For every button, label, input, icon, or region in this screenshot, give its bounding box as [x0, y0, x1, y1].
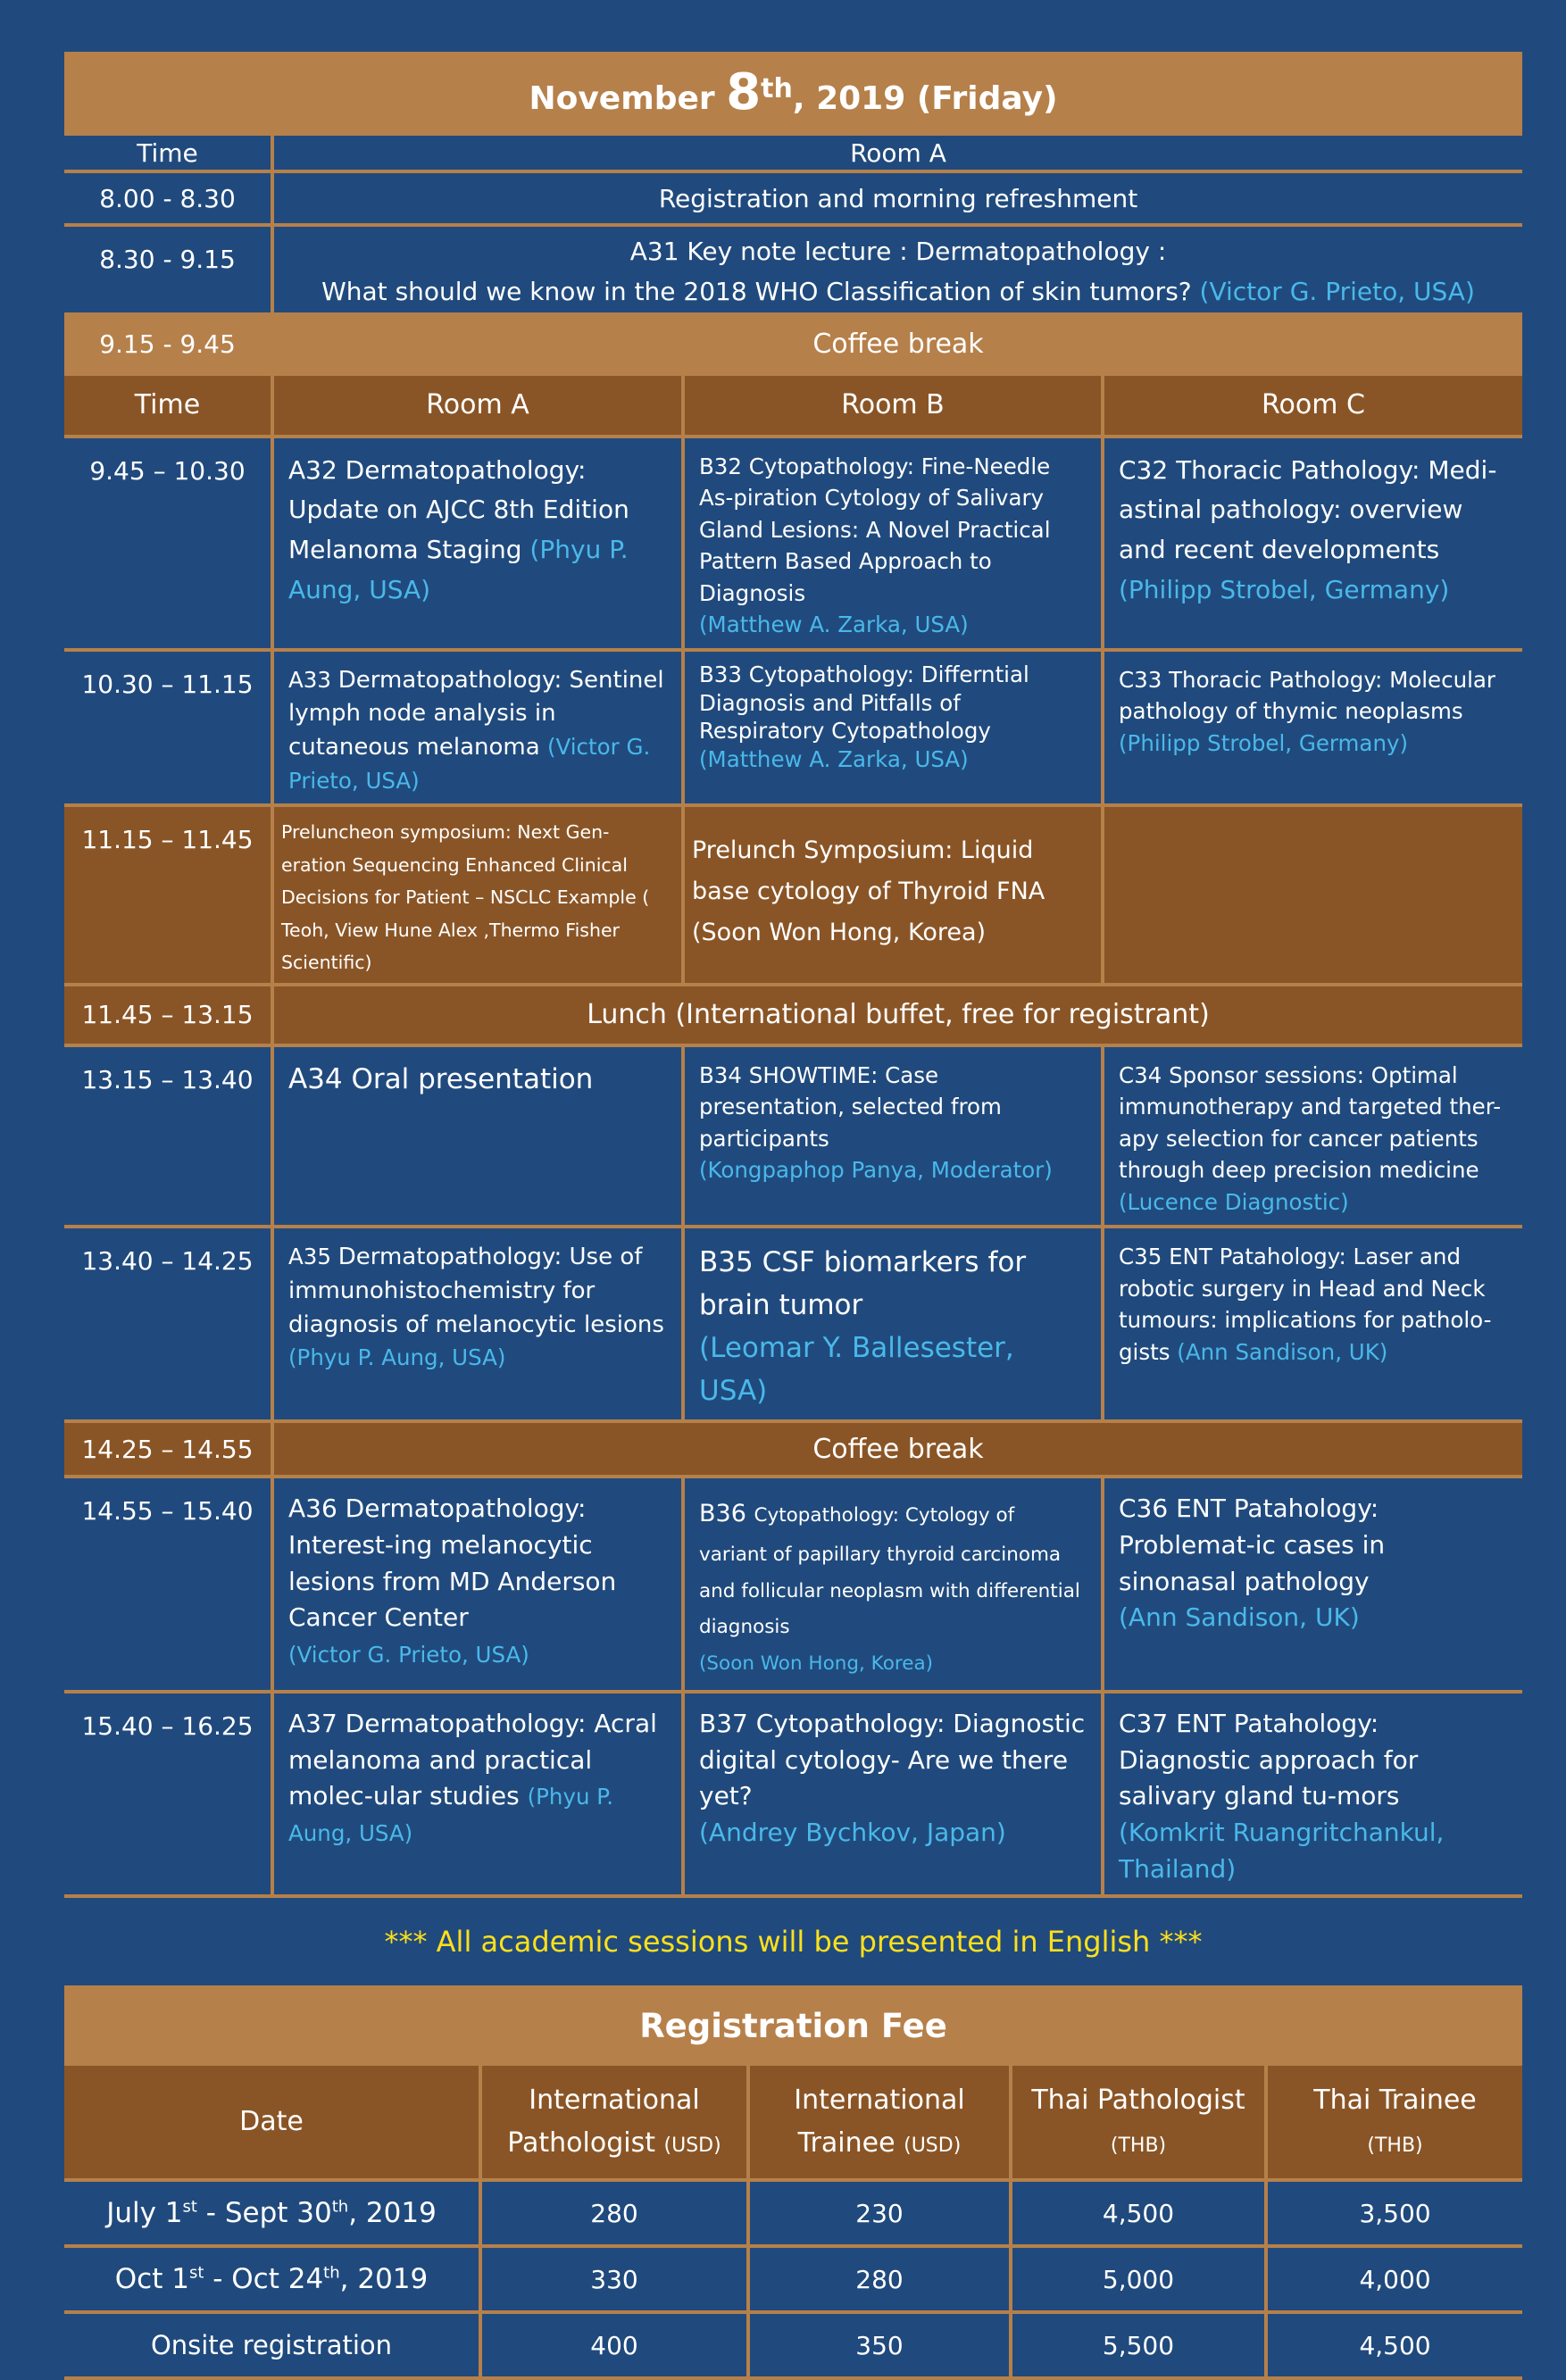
fee-title: Registration Fee: [64, 1985, 1522, 2066]
schedule-row: [64, 437, 1522, 650]
keynote-subtitle: What should we know in the 2018 WHO Classification of skin tumors? (Victor G. Prieto, USA): [321, 276, 1475, 306]
session-cell: B37 Cytopathology: Diagnostic digital cytology- Are we there yet? (Andrey Bychkov, Japan): [683, 1692, 1103, 1896]
session-cell: B34 SHOWTIME: Case presentation, selected from participants (Kongpaphop Panya, Moderator): [683, 1045, 1103, 1227]
schedule-title: November 8th, 2019 (Friday): [64, 52, 1522, 134]
time-cell: 8.30 - 9.15: [64, 225, 272, 314]
fee-value: 4,500: [1011, 2180, 1266, 2246]
speaker: (Victor G. Prieto, USA): [288, 1641, 529, 1668]
speaker: (Soon Won Hong, Korea): [699, 1652, 934, 1676]
schedule-row: [64, 171, 1522, 225]
session-cell: A33 Dermatopathology: Sentinel lymph node analysis in cutaneous melanoma (Victor G. Prieto, USA): [272, 650, 683, 806]
schedule-row: [64, 1045, 1522, 1227]
time-cell: 14.55 – 15.40: [64, 1477, 272, 1692]
speaker: (Phyu P. Aung, USA): [288, 1344, 506, 1371]
fee-title-row: [64, 1985, 1522, 2066]
speaker: (Victor G. Prieto, USA): [288, 734, 651, 794]
registration-fee-table: [64, 1985, 1522, 2380]
lunch-cell: Lunch (International buffet, free for registrant): [272, 985, 1522, 1045]
session-cell: B36 Cytopathology: Cytology of variant of papillary thyroid carcinoma and follicular neoplasm with differential diagnosis (Soon Won Hong, Korea): [683, 1477, 1103, 1692]
speaker: (Victor G. Prieto, USA): [1199, 276, 1475, 306]
fee-value: 3,500: [1266, 2180, 1522, 2246]
session-cell: Prelunch Symposium: Liquid base cytology of Thyroid FNA (Soon Won Hong, Korea): [683, 805, 1103, 984]
session-cell: C35 ENT Patahology: Laser and robotic surgery in Head and Neck tumours: implications for patholo-gists (Ann Sandison, UK): [1103, 1227, 1522, 1421]
fee-date: Onsite registration: [64, 2312, 480, 2378]
time-cell: 14.25 – 14.55: [64, 1421, 272, 1477]
session-cell: A32 Dermatopathology: Update on AJCC 8th Edition Melanoma Staging (Phyu P. Aung, USA): [272, 437, 683, 650]
session-cell: B35 CSF biomarkers for brain tumor (Leomar Y. Ballesester, USA): [683, 1227, 1103, 1421]
speaker: (Komkrit Ruangritchankul, Thailand): [1119, 1817, 1445, 1884]
schedule-row: [64, 1227, 1522, 1421]
fee-value: 350: [748, 2312, 1011, 2378]
fee-value: 4,000: [1266, 2246, 1522, 2312]
fee-value: 5,000: [1011, 2246, 1266, 2312]
time-cell: 13.15 – 13.40: [64, 1045, 272, 1227]
keynote-title: A31 Key note lecture : Dermatopathology :: [629, 237, 1167, 266]
break-cell: Coffee break: [272, 1421, 1522, 1477]
fee-date: July 1st - Sept 30th, 2019: [64, 2180, 480, 2246]
page: [64, 52, 1522, 2380]
fee-row: [64, 2312, 1522, 2378]
room-a-header: Room A: [272, 134, 1522, 171]
time-cell: 11.45 – 13.15: [64, 985, 272, 1045]
time-cell: 13.40 – 14.25: [64, 1227, 272, 1421]
fee-value: 4,500: [1266, 2312, 1522, 2378]
session-cell: A34 Oral presentation: [272, 1045, 683, 1227]
speaker: (Phyu P. Aung, USA): [288, 1784, 614, 1846]
time-cell: 8.00 - 8.30: [64, 171, 272, 225]
fee-value: 400: [480, 2312, 748, 2378]
schedule-row: [64, 650, 1522, 806]
session-cell: B32 Cytopathology: Fine-Needle As-piration Cytology of Salivary Gland Lesions: A Novel Practical Pattern Based Approach to Diagnosis (Matthew A. Zarka, USA): [683, 437, 1103, 650]
speaker: (Phyu P. Aung, USA): [288, 535, 629, 604]
speaker: (Kongpaphop Panya, Moderator): [699, 1157, 1053, 1184]
header-row-rooms: [64, 374, 1522, 437]
session-cell: C34 Sponsor sessions: Optimal immunotherapy and targeted ther-apy selection for cancer patients through deep precision medicine (Lucence Diagnostic): [1103, 1045, 1522, 1227]
intl-trainee-header: International Trainee (USD): [748, 2066, 1011, 2180]
fee-row: [64, 2246, 1522, 2312]
schedule-row: [64, 985, 1522, 1045]
time-cell: 11.15 – 11.45: [64, 805, 272, 984]
schedule-row: [64, 225, 1522, 314]
session-cell: Preluncheon symposium: Next Gen-eration Sequencing Enhanced Clinical Decisions for Patient – NSCLC Example ( Teoh, View Hune Alex ,Thermo Fisher Scientific): [272, 805, 683, 984]
session-cell: A36 Dermatopathology: Interest-ing melanocytic lesions from MD Anderson Cancer Center (Victor G. Prieto, USA): [272, 1477, 683, 1692]
session-cell: C32 Thoracic Pathology: Medi-astinal pathology: overview and recent developments (Philipp Strobel, Germany): [1103, 437, 1522, 650]
speaker: (Leomar Y. Ballesester, USA): [699, 1332, 1014, 1408]
session-cell: A37 Dermatopathology: Acral melanoma and practical molec-ular studies (Phyu P. Aung, USA): [272, 1692, 683, 1896]
room-b-header: Room B: [683, 374, 1103, 437]
time-cell: 10.30 – 11.15: [64, 650, 272, 806]
session-cell: B33 Cytopathology: Differntial Diagnosis and Pitfalls of Respiratory Cytopathology (Matthew A. Zarka, USA): [683, 650, 1103, 806]
speaker: (Ann Sandison, UK): [1119, 1602, 1360, 1633]
fee-value: 5,500: [1011, 2312, 1266, 2378]
speaker: (Andrey Bychkov, Japan): [699, 1817, 1006, 1847]
thai-pathologist-header: Thai Pathologist (THB): [1011, 2066, 1266, 2180]
speaker: (Philipp Strobel, Germany): [1119, 574, 1450, 604]
session-cell: C37 ENT Patahology: Diagnostic approach for salivary gland tu-mors (Komkrit Ruangritchankul, Thailand): [1103, 1692, 1522, 1896]
break-cell: Coffee break: [272, 314, 1522, 374]
empty-cell: [1103, 805, 1522, 984]
session-cell: A35 Dermatopathology: Use of immunohistochemistry for diagnosis of melanocytic lesions (Phyu P. Aung, USA): [272, 1227, 683, 1421]
speaker: (Matthew A. Zarka, USA): [699, 746, 969, 773]
speaker: (Philipp Strobel, Germany): [1119, 729, 1409, 756]
fee-value: 280: [480, 2180, 748, 2246]
room-c-header: Room C: [1103, 374, 1522, 437]
schedule-table: [64, 52, 1522, 1898]
intl-pathologist-header: International Pathologist (USD): [480, 2066, 748, 2180]
time-cell: 15.40 – 16.25: [64, 1692, 272, 1896]
schedule-row: [64, 1692, 1522, 1896]
fee-value: 230: [748, 2180, 1011, 2246]
fee-header-row: [64, 2066, 1522, 2180]
schedule-row: [64, 1421, 1522, 1477]
schedule-title-row: [64, 52, 1522, 134]
schedule-row: [64, 805, 1522, 984]
time-cell: 9.45 – 10.30: [64, 437, 272, 650]
time-header: Time: [64, 134, 272, 171]
time-header: Time: [64, 374, 272, 437]
keynote-cell: [272, 225, 1522, 314]
session-cell: Registration and morning refreshment: [272, 171, 1522, 225]
date-header: Date: [64, 2066, 480, 2180]
header-row-single: [64, 134, 1522, 171]
speaker: (Ann Sandison, UK): [1177, 1338, 1388, 1365]
schedule-row: [64, 314, 1522, 374]
speaker: (Lucence Diagnostic): [1119, 1188, 1349, 1215]
room-a-header: Room A: [272, 374, 683, 437]
session-cell: C36 ENT Patahology: Problemat-ic cases in sinonasal pathology (Ann Sandison, UK): [1103, 1477, 1522, 1692]
fee-value: 330: [480, 2246, 748, 2312]
time-cell: 9.15 - 9.45: [64, 314, 272, 374]
speaker: (Matthew A. Zarka, USA): [699, 612, 969, 638]
fee-value: 280: [748, 2246, 1011, 2312]
schedule-row: [64, 1477, 1522, 1692]
fee-date: Oct 1st - Oct 24th, 2019: [64, 2246, 480, 2312]
thai-trainee-header: Thai Trainee (THB): [1266, 2066, 1522, 2180]
fee-row: [64, 2180, 1522, 2246]
language-note: *** All academic sessions will be presented in English ***: [384, 1925, 1203, 1960]
session-cell: C33 Thoracic Pathology: Molecular pathology of thymic neoplasms (Philipp Strobel, Germany): [1103, 650, 1522, 806]
